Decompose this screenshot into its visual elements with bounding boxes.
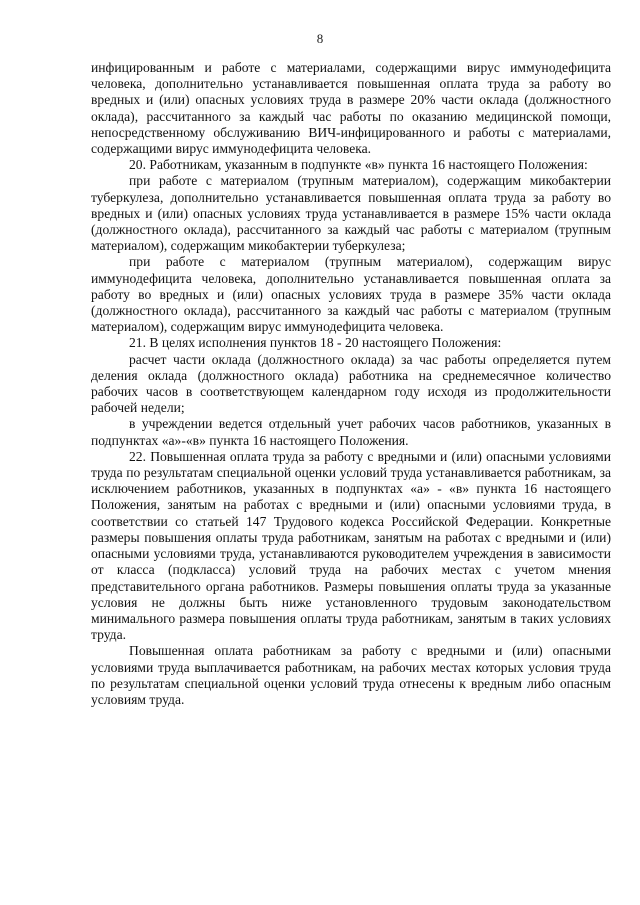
paragraph-item-21-calculation: расчет части оклада (должностного оклада) за час работы определяется путем деления оклада (должностного оклада) работника на среднемесячное количество рабочих часов в соответствующем календарном году исходя из продолжительности рабочей недели; xyxy=(91,351,611,416)
page-number: 8 xyxy=(316,31,324,46)
paragraph-item-20-tuberculosis: при работе с материалом (трупным материалом), содержащим микобактерии туберкулеза, дополнительно устанавливается повышенная оплата труда за работу во вредных и (или) опасных условиях труда устанавливается в размере 15% части оклада (должностного оклада), рассчитанного за каждый час работы с материалом (трупным материалом), содержащим микобактерии туберкулеза; xyxy=(91,173,611,254)
paragraph-item-20: 20. Работникам, указанным в подпункте «в» пункта 16 настоящего Положения: xyxy=(129,157,588,173)
paragraph-item-22: 22. Повышенная оплата труда за работу с вредными и (или) опасными условиями труда по результатам специальной оценки условий труда устанавливается работникам, за исключением работников, указанных в подпунктах «а» - «в» пункта 16 настоящего Положения, занятым на работах с вредными и (или) опасными условиями труда, в соответствии со статьей 147 Трудового кодекса Российской Федерации. Конкретные размеры повышения оплаты труда работникам, занятым на работах с вредными и (или) опасными условиями труда, устанавливаются руководителем учреждения в зависимости от класса (подкласса) условий труда на рабочих местах с учетом мнения представительного органа работников. Размеры повышения оплаты труда за указанные условия не должны быть ниже установленного трудовым законодательством минимального размера повышения оплаты труда работникам, занятым в таких условиях труда. xyxy=(91,448,611,643)
paragraph-item-20-hiv: при работе с материалом (трупным материалом), содержащим вирус иммунодефицита человека, дополнительно устанавливается повышенная оплата за работу во вредных и (или) опасных условиях труда в размере 35% части оклада (должностного оклада), рассчитанного за каждый час работы с материалом (трупным материалом), содержащим вирус иммунодефицита человека. xyxy=(91,254,611,335)
paragraph-item-21-accounting: в учреждении ведется отдельный учет рабочих часов работников, указанных в подпунктах «а»-«в» пункта 16 настоящего Положения. xyxy=(91,416,611,448)
paragraph-item-22-payment: Повышенная оплата работникам за работу с вредными и (или) опасными условиями труда выплачивается работникам, на рабочих местах которых условия труда по результатам специальной оценки условий труда отнесены к вредным либо опасным условиям труда. xyxy=(91,643,611,707)
document-body xyxy=(91,60,611,708)
paragraph-item-21: 21. В целях исполнения пунктов 18 - 20 настоящего Положения: xyxy=(129,335,502,351)
paragraph-continuation: инфицированным и работе с материалами, содержащими вирус иммунодефицита человека, дополнительно устанавливается повышенная оплата труда за работу во вредных и (или) опасных условиях труда в размере 20% части оклада (должностного оклада), рассчитанного за каждый час работы по оказанию медицинской помощи, непосредственному обслуживанию ВИЧ-инфицированного и работы с материалами, содержащими вирус иммунодефицита человека. xyxy=(91,60,611,157)
